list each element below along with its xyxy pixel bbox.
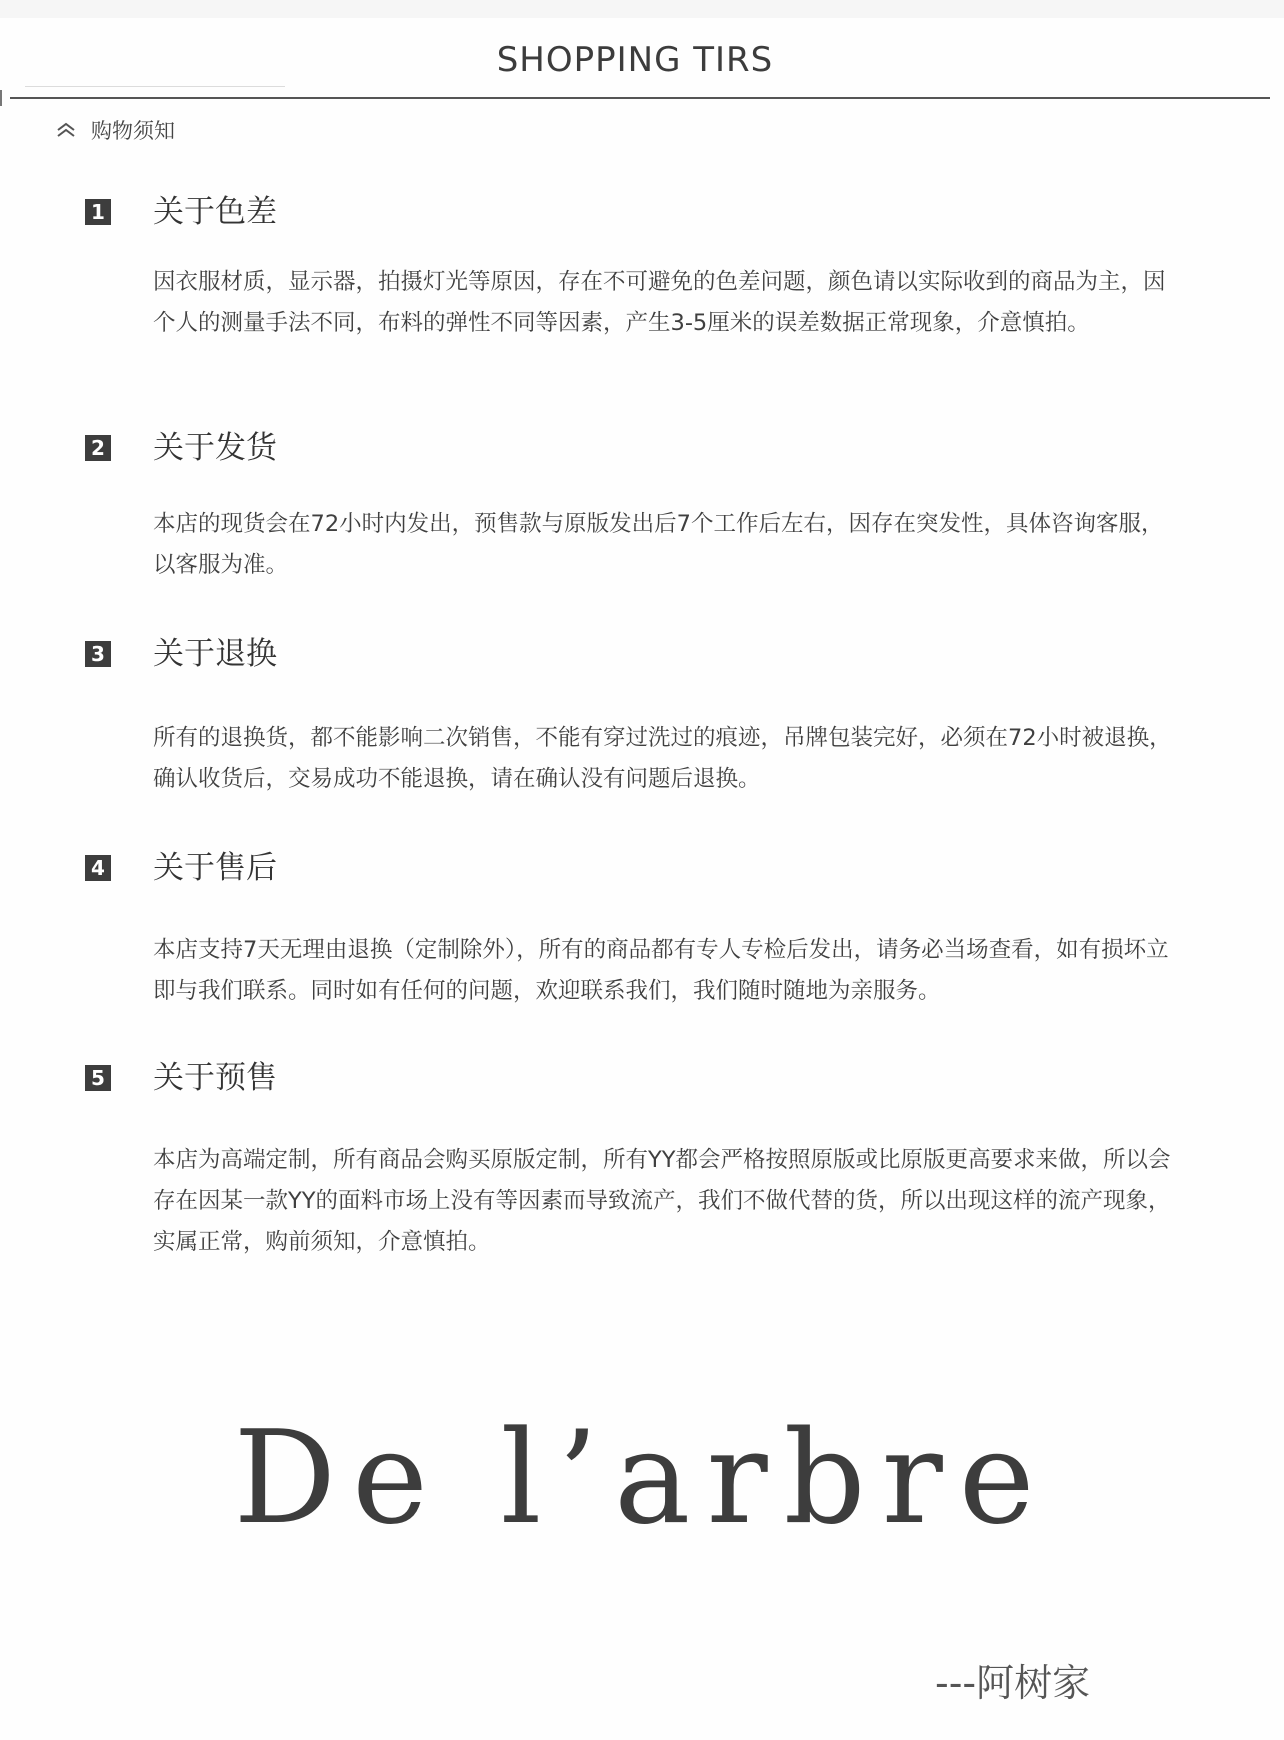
header-divider [10, 97, 1270, 99]
brand-signature: ---阿树家 [935, 1661, 1091, 1705]
section-title: 关于预售 [153, 1060, 277, 1096]
brand-logo-text: De l’arbre [233, 1404, 1051, 1553]
page-title: SHOPPING TIRS [496, 40, 774, 80]
section-body: 所有的退换货，都不能影响二次销售，不能有穿过洗过的痕迹，吊牌包装完好，必须在72小时被退换，确认收货后，交易成功不能退换，请在确认没有问题后退换。 [153, 725, 1172, 792]
section-body: 本店支持7天无理由退换（定制除外），所有的商品都有专人专检后发出，请务必当场查看，如有损坏立即与我们联系。同时如有任何的问题，欢迎联系我们，我们随时随地为亲服务。 [153, 937, 1169, 1004]
header-faint-divider [25, 86, 285, 87]
breadcrumb-label: 购物须知 [91, 119, 175, 143]
section-title: 关于售后 [153, 850, 277, 886]
section-body: 因衣服材质，显示器，拍摄灯光等原因，存在不可避免的色差问题，颜色请以实际收到的商品为主，因个人的测量手法不同，布料的弹性不同等因素，产生3-5厘米的误差数据正常现象，介意慎拍。 [153, 269, 1166, 336]
section-title: 关于发货 [153, 430, 277, 466]
top-strip [0, 0, 1284, 18]
left-edge-marker [0, 90, 2, 106]
section-number-badge: 3 [85, 641, 111, 667]
double-chevron-up-icon [55, 121, 77, 139]
section-title: 关于色差 [153, 194, 277, 230]
section-number-badge: 4 [85, 855, 111, 881]
section-body: 本店为高端定制，所有商品会购买原版定制，所有YY都会严格按照原版或比原版更高要求来做，所以会存在因某一款YY的面料市场上没有等因素而导致流产，我们不做代替的货，所以出现这样的流产现象，实属正常，购前须知，介意慎拍。 [153, 1147, 1171, 1255]
section-title: 关于退换 [153, 636, 277, 672]
breadcrumb[interactable] [55, 116, 175, 144]
section-number-badge: 2 [85, 435, 111, 461]
section-number-badge: 1 [85, 199, 111, 225]
section-number-badge: 5 [85, 1065, 111, 1091]
section-body: 本店的现货会在72小时内发出，预售款与原版发出后7个工作后左右，因存在突发性，具体咨询客服，以客服为准。 [153, 511, 1164, 578]
